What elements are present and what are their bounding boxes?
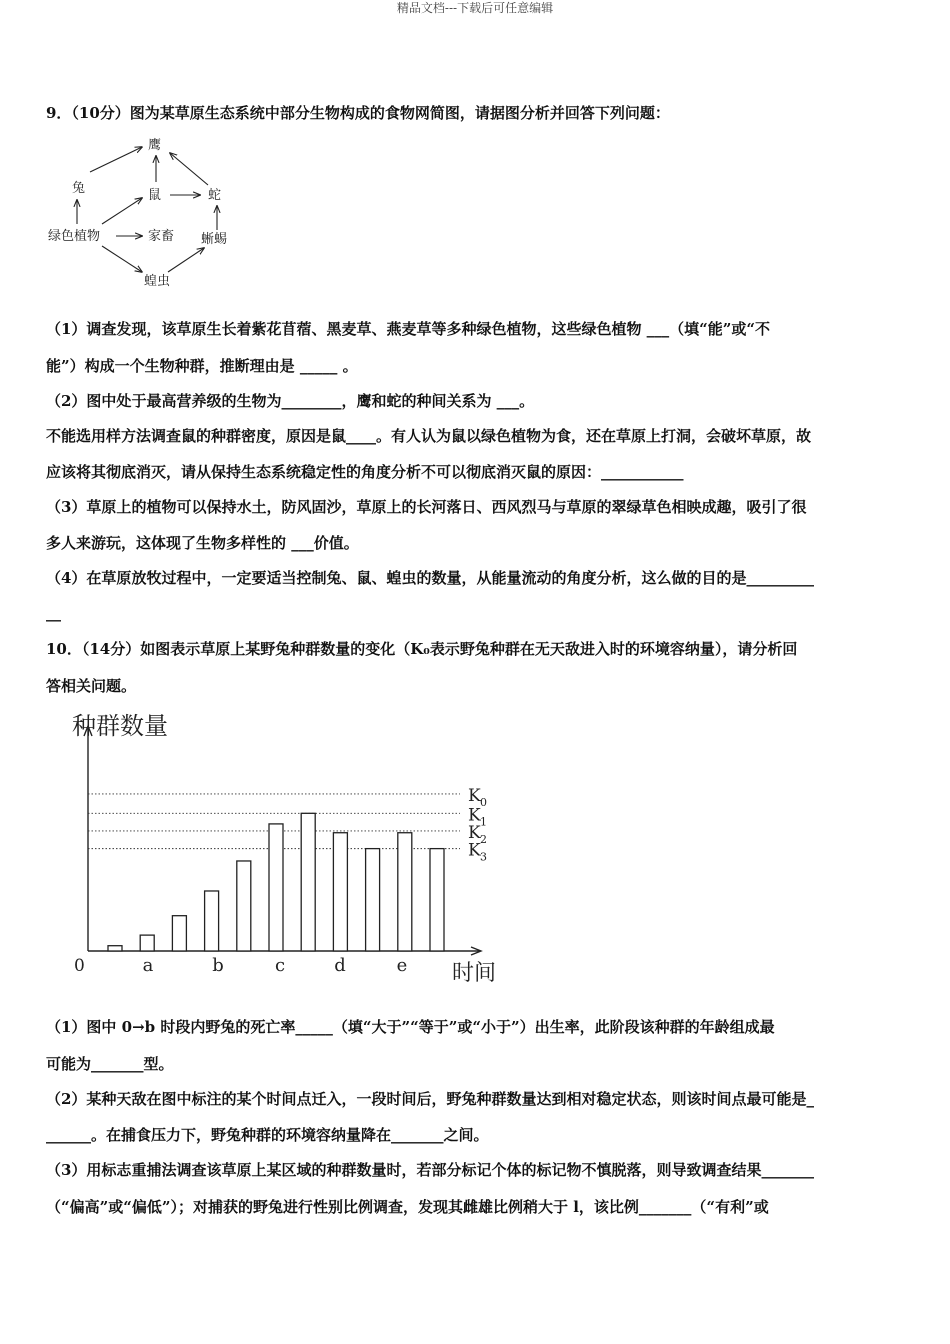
arrow-snake-hawk [170, 153, 208, 185]
ref-label-sub-K3: 3 [480, 850, 487, 864]
ref-label-K2: K [468, 822, 481, 843]
chart-origin-label: 0 [74, 956, 85, 976]
q9-line-5: 应该将其彻底消灭，请从保持生态系统稳定性的角度分析不可以彻底消灭鼠的原因：___________ [46, 463, 684, 481]
q9-line-2: 能”）构成一个生物种群，推断理由是 _____ 。 [46, 357, 358, 375]
node-lizard: 蜥蜴 [201, 232, 228, 247]
q9-line-3: （2）图中处于最高营养级的生物为________，鹰和蛇的种间关系为 ___。 [46, 392, 535, 410]
x-tick-a: a [142, 955, 154, 976]
x-tick-e: e [396, 955, 408, 976]
q10-line-2: 可能为_______型。 [46, 1055, 174, 1073]
q9-line-7: 多人来游玩，这体现了生物多样性的 ___价值。 [46, 534, 359, 552]
q9-line-6: （3）草原上的植物可以保持水土，防风固沙，草原上的长河落日、西风烈马与草原的翠绿草色相映成趣，吸引了很 [46, 498, 807, 516]
q9-line-4: 不能选用样方法调查鼠的种群密度，原因是鼠____。有人认为鼠以绿色植物为食，还在草原上打洞，会破坏草原，故 [46, 427, 812, 445]
bar-3 [205, 891, 219, 951]
ref-label-K1: K [468, 805, 481, 826]
node-hawk: 鹰 [148, 138, 162, 153]
node-livestock: 家畜 [148, 229, 175, 244]
bar-10 [430, 849, 444, 951]
bar-6 [301, 813, 315, 951]
bar-0 [108, 946, 122, 951]
bar-2 [172, 916, 186, 951]
arrow-plant-locust [102, 246, 142, 272]
arrow-rabbit-hawk [90, 147, 142, 172]
ref-label-K3: K [468, 840, 481, 861]
q10-line-6: （“偏高”或“偏低”）；对捕获的野兔进行性别比例调查，发现其雌雄比例稍大于 l，该比例_______（“有利”或 [46, 1198, 769, 1216]
ref-label-K0: K [468, 785, 481, 806]
q10-title-line-2: 答相关问题。 [46, 677, 137, 695]
x-tick-c: c [274, 955, 286, 976]
x-tick-b: b [212, 955, 224, 976]
ref-label-sub-K2: 2 [480, 832, 487, 846]
q10-line-3: （2）某种天敌在图中标注的某个时间点迁入，一段时间后，野兔种群数量达到相对稳定状态，则该时间点最可能是_ [46, 1090, 814, 1108]
q10-line-5: （3）用标志重捕法调查该草原上某区域的种群数量时，若部分标记个体的标记物不慎脱落，则导致调查结果_______ [46, 1161, 814, 1179]
bar-1 [140, 935, 154, 951]
node-snake: 蛇 [208, 188, 222, 203]
chart-xlabel: 时间 [452, 961, 497, 986]
q10-title-line-1: 10．（14分）如图表示草原上某野兔种群数量的变化（K₀表示野兔种群在无天敌进入时的环境容纳量），请分析回 [46, 640, 798, 658]
node-locust: 蝗虫 [144, 274, 171, 289]
q9-title: 9．（10分）图为某草原生态系统中部分生物构成的食物网简图，请据图分析并回答下列问题： [46, 104, 670, 122]
arrow-plant-mouse [102, 198, 142, 224]
q9-line-8: （4）在草原放牧过程中，一定要适当控制兔、鼠、蝗虫的数量，从能量流动的角度分析，这么做的目的是_________ [46, 569, 814, 587]
bar-4 [237, 861, 251, 951]
q9-line-1: （1）调查发现，该草原生长着紫花苜蓿、黑麦草、燕麦草等多种绿色植物，这些绿色植物 ___（填“能”或“不 [46, 320, 771, 338]
chart-ylabel: 种群数量 [72, 712, 168, 740]
page-header: 精品文档---下载后可任意编辑 [396, 1, 554, 15]
bar-7 [333, 833, 347, 951]
bar-9 [398, 833, 412, 951]
ref-label-sub-K1: 1 [480, 815, 487, 829]
population-bar-chart [60, 708, 520, 998]
bar-8 [366, 849, 380, 951]
food-web-diagram [44, 132, 244, 292]
bar-5 [269, 824, 283, 951]
node-rabbit: 兔 [72, 181, 86, 196]
x-tick-d: d [334, 955, 346, 976]
ref-label-sub-K0: 0 [480, 795, 487, 809]
q10-line-4: ______。在捕食压力下，野兔种群的环境容纳量降在_______之间。 [46, 1126, 489, 1144]
node-plant: 绿色植物 [48, 229, 101, 244]
q10-line-1: （1）图中 0→b 时段内野兔的死亡率_____（填“大于”“等于”或“小于”）出生率，此阶段该种群的年龄组成最 [46, 1018, 775, 1036]
node-mouse: 鼠 [148, 188, 162, 203]
arrow-locust-lizard [168, 248, 204, 272]
q9-line-9: __ [46, 604, 61, 622]
